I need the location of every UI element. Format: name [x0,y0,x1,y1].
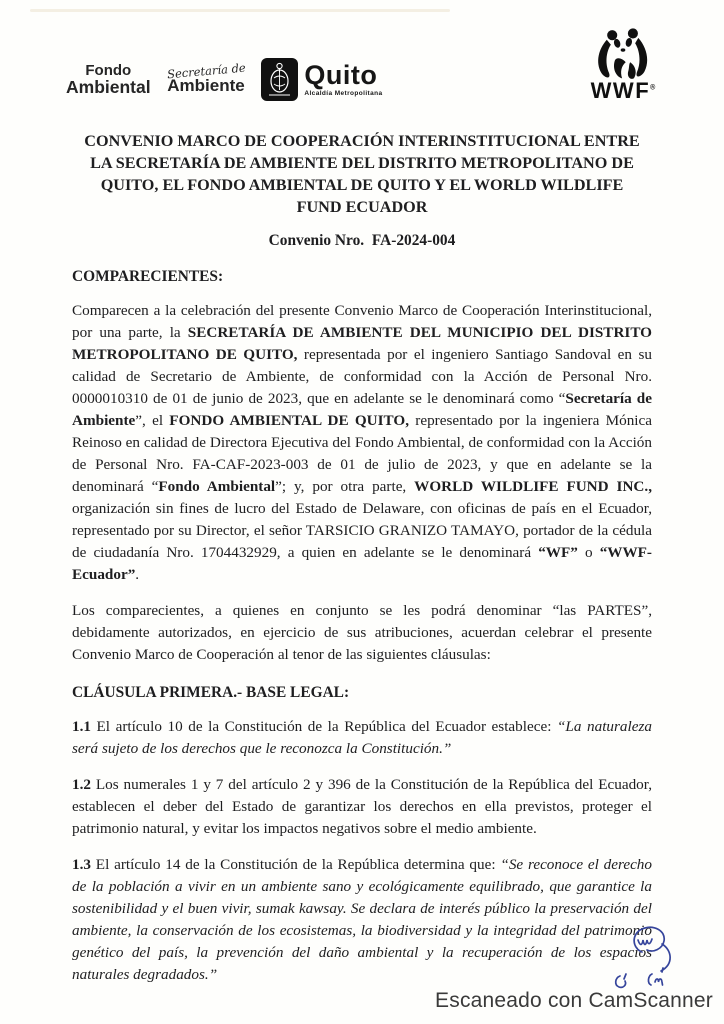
text-run: WORLD WILDLIFE FUND INC., [414,478,652,495]
text-run: Los comparecientes, a quienes en conjunto se les podrá denominar “las PARTES”, debidamente autorizados, en ejercicio de sus atribuciones, acuerdan celebrar el presente Convenio Marco de Cooperación al tenor de las siguientes cláusulas: [72,602,652,663]
title-line: CONVENIO MARCO DE COOPERACIÓN INTERINSTITUCIONAL ENTRE [84,132,640,150]
comparecientes-heading: COMPARECIENTES: [72,268,224,285]
secretaria-bold-text: Ambiente [167,75,245,95]
title-line: QUITO, EL FONDO AMBIENTAL DE QUITO Y EL WORLD WILDLIFE [100,176,624,194]
text-run: FONDO AMBIENTAL DE QUITO, [169,412,410,429]
paragraph-las-partes [72,600,652,666]
quito-logo-text [304,62,382,97]
paragraph-comparecen [72,300,652,586]
clause-1-1 [72,716,652,760]
text-run: o [577,544,600,561]
camscanner-watermark: Escaneado con CamScanner [435,989,713,1012]
scan-artifact-line [30,9,450,12]
wwf-registered-mark: ® [650,84,656,92]
text-run: Fondo Ambiental [158,478,276,495]
quito-logo-subtitle: Alcaldía Metropolitana [304,90,383,97]
clausula-primera-heading: CLÁUSULA PRIMERA.- BASE LEGAL: [72,684,350,701]
text-run: “Se reconoce el derecho de la población a vivir en un ambiente sano y ecológicamente equilibrado, que garantice la sostenibilidad y el buen vivir, sumak kawsay. Se declara de interés público la preservación del ambiente, la conservación de los ecosistemas, la biodiversidad y la integridad del patrimonio genético del país, la prevención del daño ambiental y la recuperación de los espacios naturales degradados.” [72,856,652,983]
quito-crest-icon [261,58,298,101]
text-run: El artículo 10 de la Constitución de la República del Ecuador establece: [90,718,557,735]
convenio-number: Convenio Nro. FA-2024-004 [268,232,456,249]
text-run: 1.3 [72,856,91,873]
text-run: El artículo 14 de la Constitución de la República determina que: [90,856,501,873]
text-run: ”; y, por otra parte, [275,478,415,495]
text-run: representado por la ingeniera Mónica Reinoso en calidad de Directora Ejecutiva del Fondo Ambiental, de conformidad con la Acción de Personal Nro. FA-CAF-2023-003 de 01 de julio de 2023, y que en adelante se la denominará “ [72,412,652,495]
text-run: organización sin fines de lucro del Estado de Delaware, con oficinas de país en el Ecuador, representado por su Director, el señor TARSICIO GRANIZO TAMAYO, portador de la cédula de ciudadanía Nro. 1704432929, a quien en adelante se le denominará [72,500,652,561]
text-run: “La naturaleza será sujeto de los derechos que le reconozca la Constitución.” [72,718,652,757]
signature-scribble [604,920,690,996]
quito-alcaldia-logo [261,58,382,101]
document-title [72,130,652,218]
document-body [72,130,652,986]
clause-1-2 [72,774,652,840]
title-line: LA SECRETARÍA DE AMBIENTE DEL DISTRITO METROPOLITANO DE [90,154,634,172]
fondo-ambiental-logo-line2: Ambiental [66,77,151,98]
quito-logo-name: Quito [304,60,378,90]
wwf-letters: WWF [590,78,651,103]
text-run: 1.1 [72,718,91,735]
secretaria-ambiente-logo [166,60,246,96]
partner-logos-group [66,58,383,101]
text-run: “WWF-Ecuador” [72,544,652,583]
wwf-logo-text [588,80,658,102]
title-line: FUND ECUADOR [296,198,428,216]
wwf-panda-icon [594,28,652,82]
text-run: 1.2 [72,776,91,793]
text-run: Los numerales 1 y 7 del artículo 2 y 396 de la Constitución de la República del Ecuador, establecen el deber del Estado de garantizar los derechos en ella previstos, proteger el patrimonio natural, y evitar los impactos negativos sobre el medio ambiente. [72,776,652,837]
text-run: SECRETARÍA DE AMBIENTE DEL MUNICIPIO DEL DISTRITO METROPOLITANO DE QUITO, [72,324,652,363]
text-run: ”, el [135,412,170,429]
text-run: representada por el ingeniero Santiago Sandoval en su calidad de Secretario de Ambiente, de conformidad con la Acción de Personal Nro. 0000010310 de 01 de junio de 2023, que en adelante se le denominará como “ [72,346,652,407]
fondo-ambiental-logo-line1: Fondo [85,61,132,79]
secretaria-script-text: Secretaría de [166,60,246,81]
fondo-ambiental-logo [66,63,151,97]
clause-1-3 [72,854,652,986]
text-run: Comparecen a la celebración del presente Convenio Marco de Cooperación Interinstitucional, por una parte, la [72,302,652,341]
text-run: “WF” [538,544,578,561]
text-run: . [135,566,140,583]
document-header [66,26,658,102]
wwf-logo [588,28,658,102]
text-run: Secretaría de Ambiente [72,390,652,429]
